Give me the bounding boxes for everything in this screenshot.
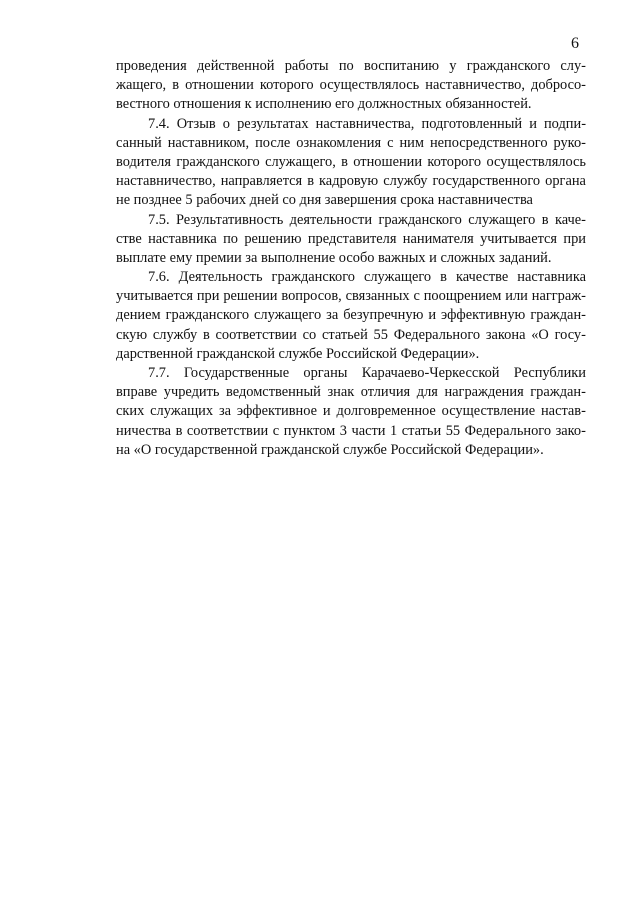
text-line: 7.5. Результативность деятельности гражданского служащего в каче-	[148, 211, 586, 228]
text-line: ских служащих за эффективное и долговременное осуществление настав-	[116, 403, 586, 420]
document-body	[116, 57, 586, 460]
text-line: 7.7. Государственные органы Карачаево-Черкесской Республики	[148, 365, 586, 381]
text-line: не позднее 5 рабочих дней со дня завершения срока наставничества	[116, 192, 533, 209]
text-line: водителя гражданского служащего, в отношении которого осуществлялось	[116, 153, 586, 170]
text-line: 7.4. Отзыв о результатах наставничества, подготовленный и подпи-	[148, 115, 586, 132]
text-line: стве наставника по решению представителя нанимателя учитывается при	[116, 230, 586, 247]
text-line: проведения действенной работы по воспитанию у гражданского слу-	[116, 58, 586, 74]
text-line: ничества в соответствии с пунктом 3 части 1 статьи 55 Федерального зако-	[116, 422, 586, 439]
text-line: выплате ему премии за выполнение особо важных и сложных заданий.	[116, 249, 552, 266]
page-number: 6	[571, 35, 579, 52]
text-line: жащего, в отношении которого осуществлялось наставничество, добросо-	[116, 77, 586, 94]
text-line: дарственной гражданской службе Российской Федерации».	[116, 345, 480, 362]
text-line: учитывается при решении вопросов, связанных с поощрением или нагграж-	[116, 288, 586, 305]
text-line: вправе учредить ведомственный знак отличия для награждения граждан-	[116, 384, 586, 401]
text-line: дением гражданского служащего за безупречную и эффективную граждан-	[116, 307, 586, 324]
text-line: наставничество, направляется в кадровую службу государственного органа	[116, 173, 586, 190]
text-line: на «О государственной гражданской службе Российской Федерации».	[116, 441, 544, 458]
text-line: скую службу в соответствии со статьей 55 Федерального закона «О госу-	[116, 326, 586, 343]
text-line: санный наставником, после ознакомления с ним непосредственного руко-	[116, 134, 586, 151]
text-line: вестного отношения к исполнению его должностных обязанностей.	[116, 96, 532, 113]
text-line: 7.6. Деятельность гражданского служащего в качестве наставника	[148, 269, 586, 286]
